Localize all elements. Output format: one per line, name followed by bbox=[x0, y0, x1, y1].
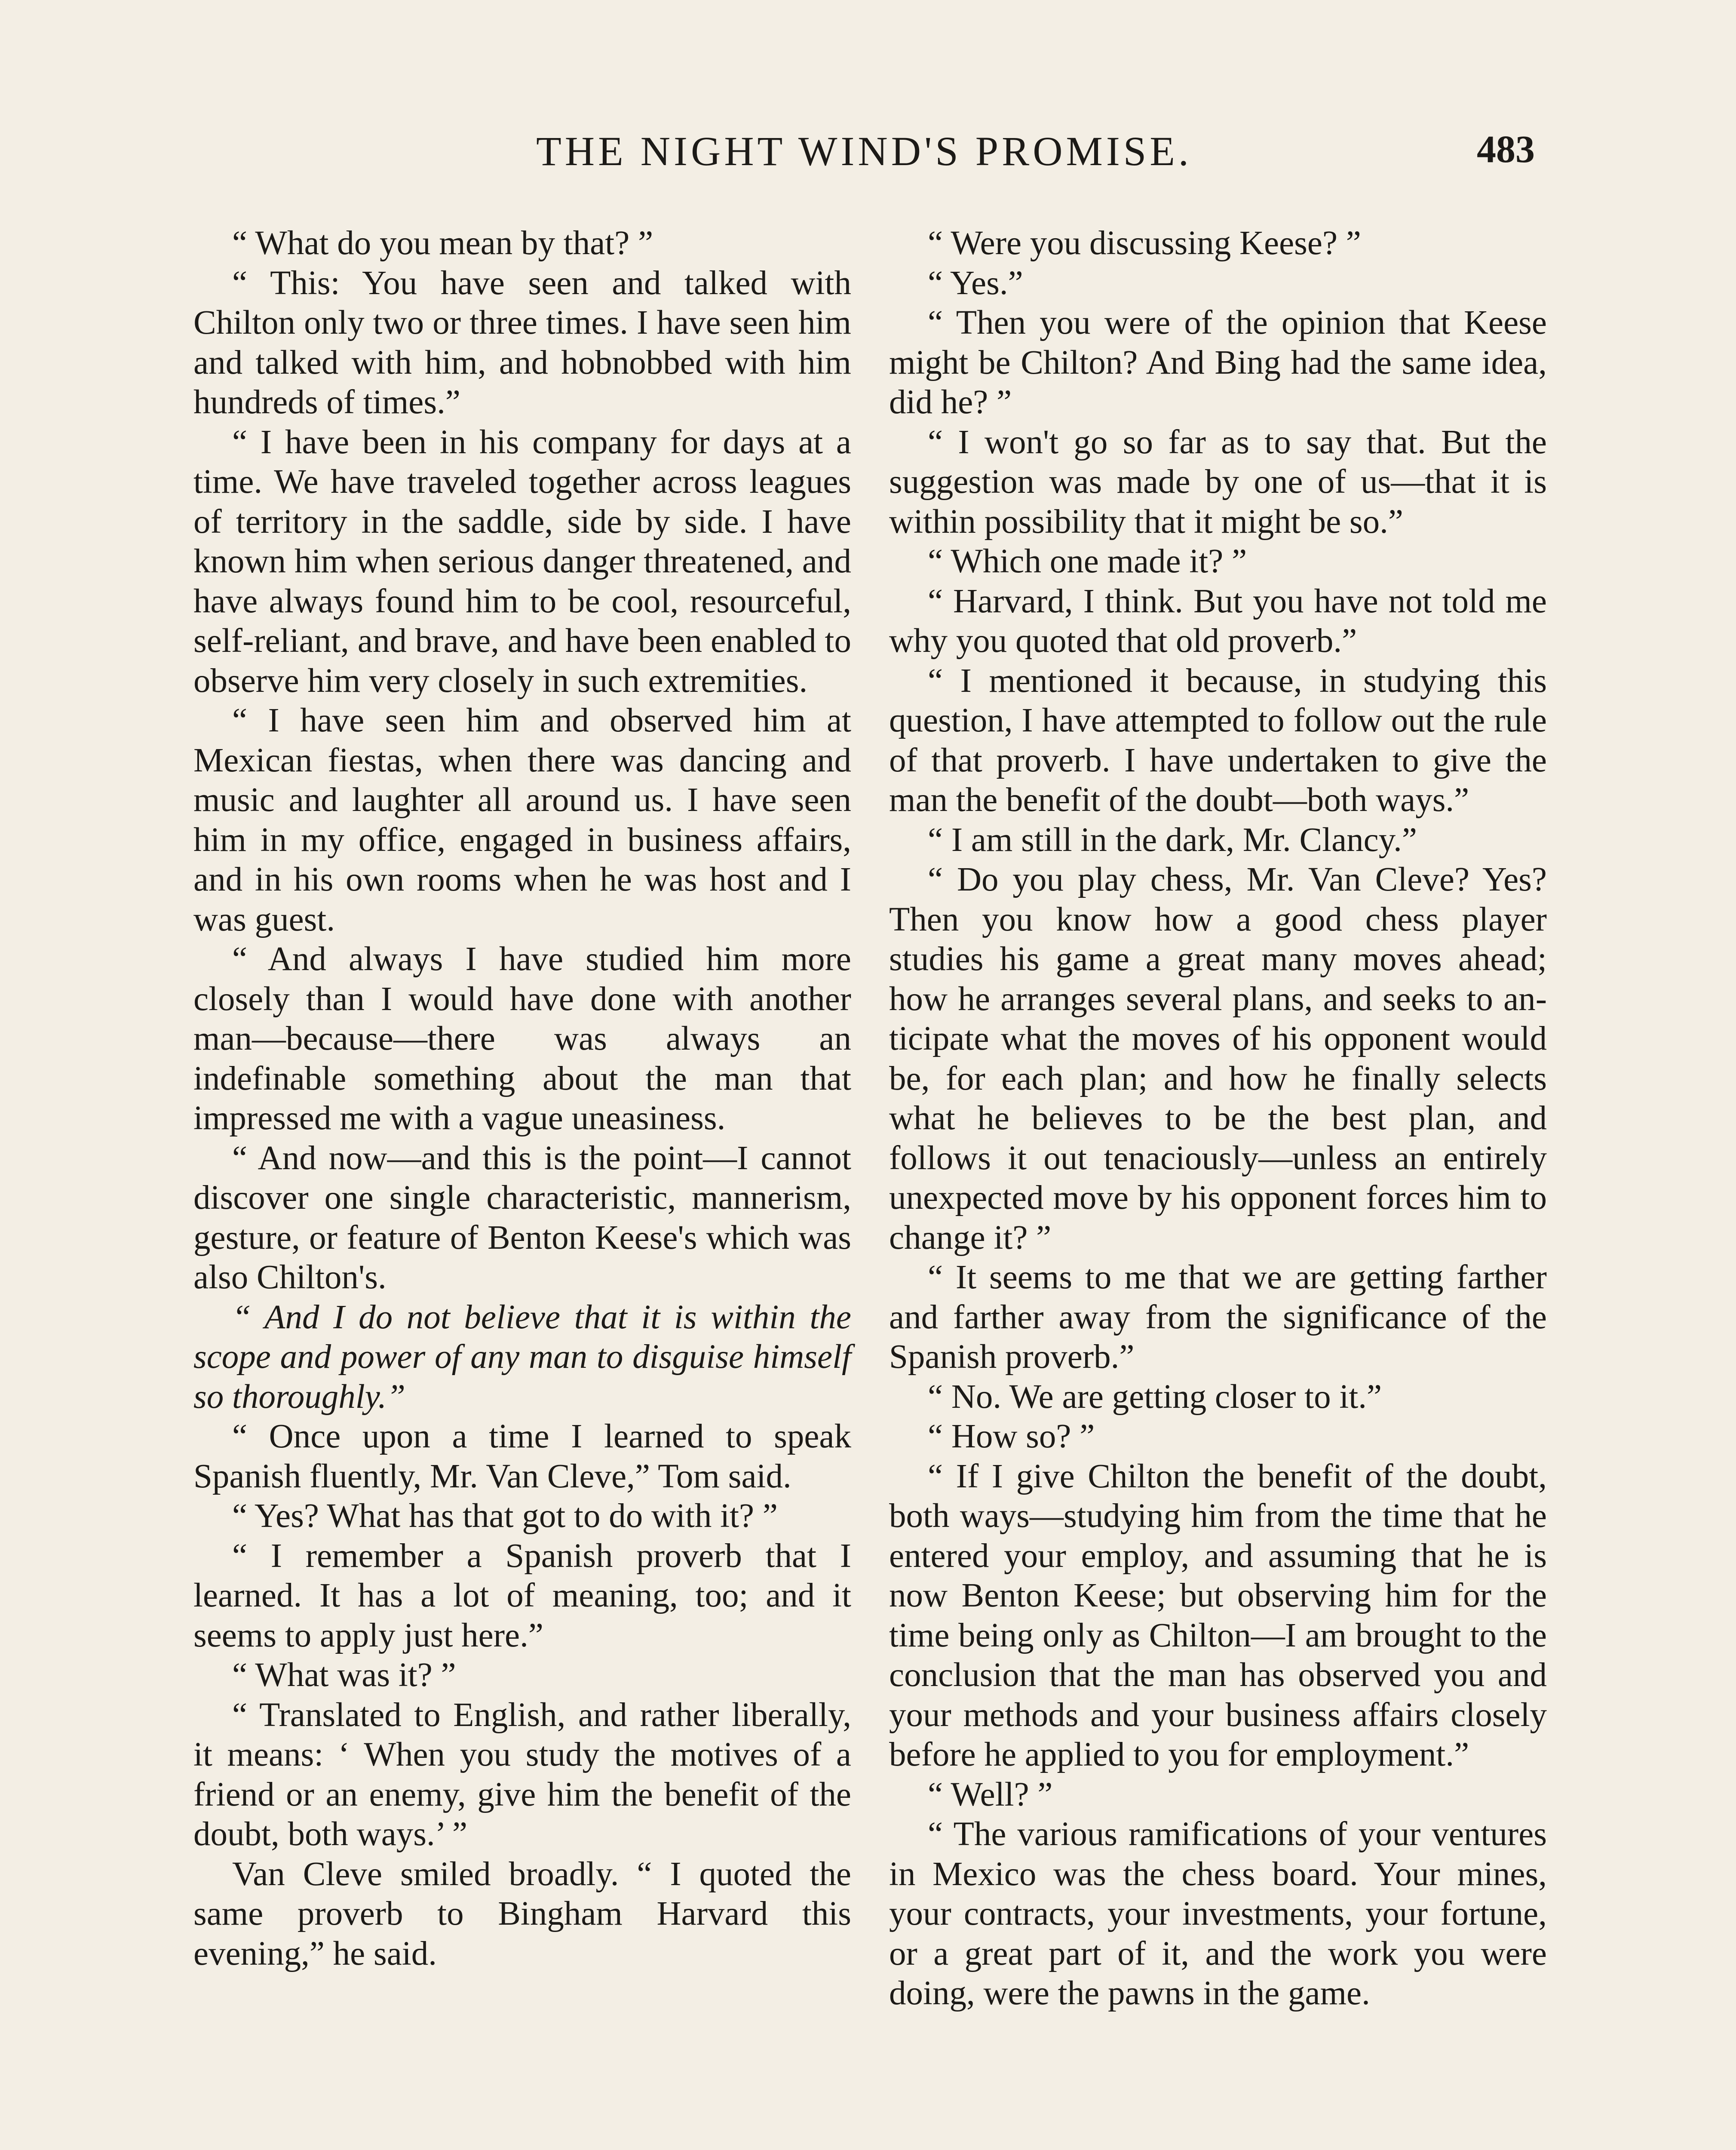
paragraph: “ Yes? What has that got to do with it? ” bbox=[232, 1497, 778, 1535]
paragraph: “ Then you were of the opinion that Keese might be Chilton? And Bing had the same idea, did he? ” bbox=[889, 304, 1547, 421]
paragraph: “ I have seen him and observed him at Mexican fiestas, when there was dancing and music and laughter all around us. I have seen him in my office, engaged in business affairs, and in his own rooms when he was host and I was guest. bbox=[193, 702, 851, 938]
page-number: 483 bbox=[1477, 128, 1535, 171]
paragraph: “ And now—and this is the point—I cannot discover one single characteristic, mannerism, gesture, or feature of Benton Keese's which was also Chilton's. bbox=[193, 1139, 851, 1296]
paragraph: “ What do you mean by that? ” bbox=[232, 224, 653, 262]
paragraph: Van Cleve smiled broadly. “ I quoted the same proverb to Bingham Harvard this evening,” he said. bbox=[193, 1855, 851, 1972]
paragraph: “ Which one made it? ” bbox=[928, 543, 1247, 580]
paragraph: “ Translated to English, and rather liberally, it means: ‘ When you study the motives of a friend or an enemy, give him the benefit of the doubt, both ways.’ ” bbox=[193, 1696, 851, 1853]
right-column bbox=[889, 224, 1547, 2014]
paragraph: “ Well? ” bbox=[928, 1775, 1053, 1813]
running-title: THE NIGHT WIND'S PROMISE. bbox=[536, 128, 1192, 174]
paragraph: “ And always I have studied him more closely than I would have done with another man—because—there was always an indefinable something about the man that impressed me with a vague uneasiness. bbox=[193, 940, 851, 1137]
paragraph: “ No. We are getting closer to it.” bbox=[928, 1378, 1382, 1416]
paragraph: “ This: You have seen and talked with Chilton only two or three times. I have seen him and talked with him, and hobnobbed with him hundreds of times.” bbox=[193, 264, 851, 421]
paragraph: “ What was it? ” bbox=[232, 1656, 456, 1694]
paragraph: “ I am still in the dark, Mr. Clancy.” bbox=[928, 821, 1417, 859]
paragraph: “ I remember a Spanish proverb that I learned. It has a lot of meaning, too; and it seems to apply just here.” bbox=[193, 1537, 851, 1654]
paragraph: “ It seems to me that we are getting farther and farther away from the significance of the Spanish proverb.” bbox=[889, 1259, 1547, 1376]
page-header bbox=[193, 127, 1535, 183]
paragraph: “ The various ramifications of your ventures in Mexico was the chess board. Your mines, your contracts, your investments, your fortune, or a great part of it, and the work you were doing, were the pawns in the game. bbox=[889, 1815, 1547, 2012]
left-column bbox=[193, 224, 851, 1974]
paragraph: “ If I give Chilton the benefit of the doubt, both ways—studying him from the time that he entered your employ, and assuming that he is now Benton Keese; but observing him for the time being only as Chilton—I am brought to the conclusion that the man has observed you and your methods and your business affairs closely before he applied to you for employment.” bbox=[889, 1457, 1547, 1773]
paragraph: “ I mentioned it because, in studying this question, I have attempted to follow out the rule of that proverb. I have undertaken to give the man the benefit of the doubt—both ways.” bbox=[889, 662, 1547, 819]
paragraph: “ Harvard, I think. But you have not told me why you quoted that old proverb.” bbox=[889, 582, 1547, 660]
paragraph: “ I won't go so far as to say that. But the suggestion was made by one of us—that it is within possibility that it might be so.” bbox=[889, 423, 1547, 541]
paragraph: “ Yes.” bbox=[928, 264, 1023, 302]
paragraph: “ Once upon a time I learned to speak Spanish fluently, Mr. Van Cleve,” Tom said. bbox=[193, 1418, 851, 1495]
paragraph: “ How so? ” bbox=[928, 1418, 1095, 1455]
paragraph: “ Do you play chess, Mr. Van Cleve? Yes? Then you know how a good chess player studies his game a great many moves ahead; how he arranges several plans, and seeks to anticipate what the moves of his opponent would be, for each plan; and how he finally selects what he believes to be the best plan, and follows it out tenaciously—unless an entirely unexpected move by his opponent forces him to change it? ” bbox=[889, 861, 1547, 1256]
paragraph: “ Were you discussing Keese? ” bbox=[928, 224, 1361, 262]
paragraph: “ I have been in his company for days at a time. We have traveled together across leagues of territory in the saddle, side by side. I have known him when serious danger threatened, and have always found him to be cool, resourceful, self-reliant, and brave, and have been enabled to observe him very closely in such extremities. bbox=[193, 423, 851, 700]
italic-paragraph: “ And I do not believe that it is within the scope and power of any man to disguise himself so thoroughly.” bbox=[193, 1298, 851, 1416]
